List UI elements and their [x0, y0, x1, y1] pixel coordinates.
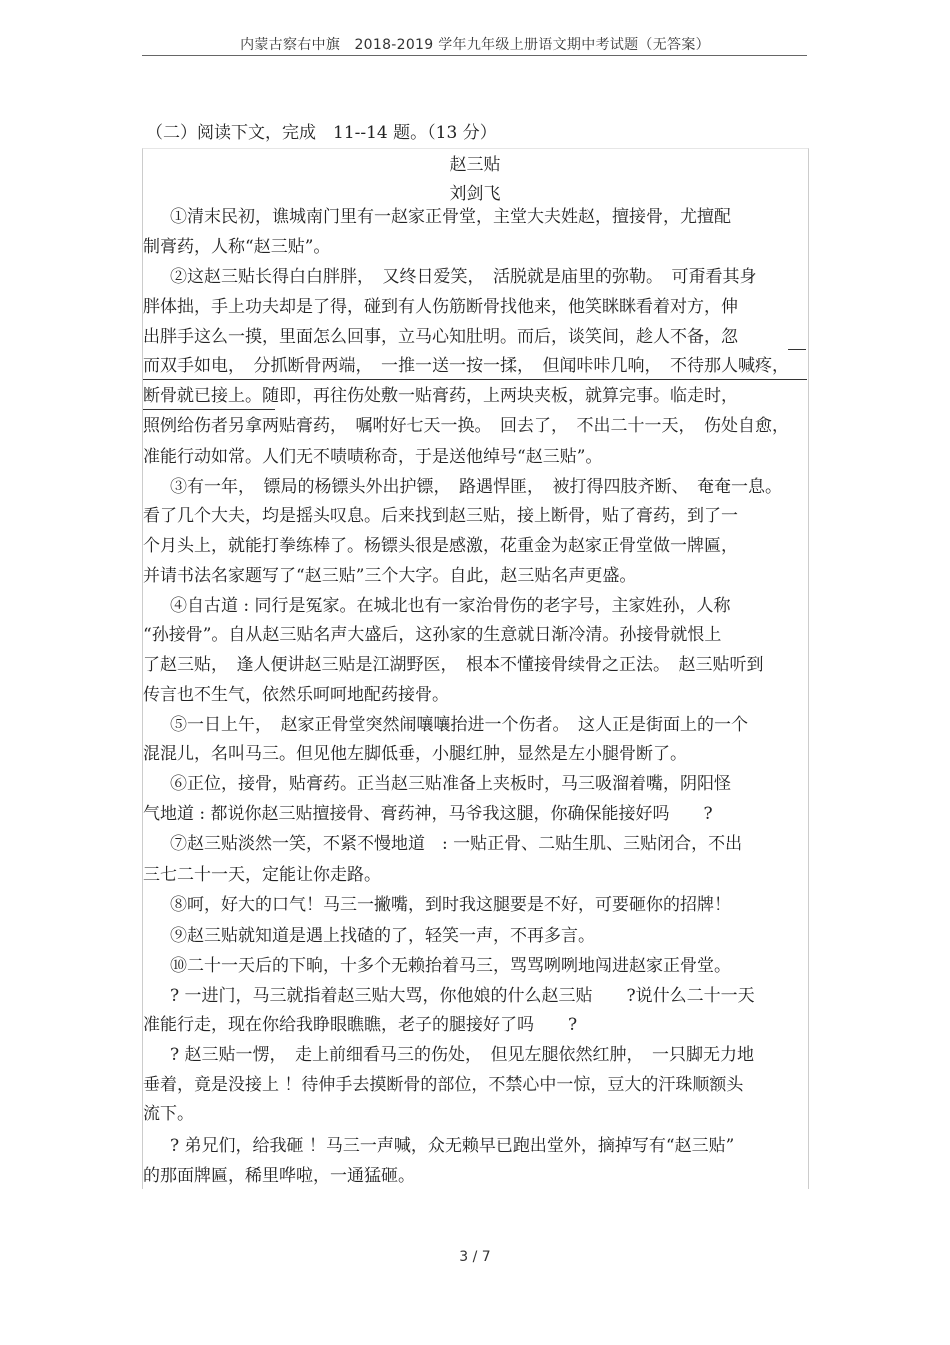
passage-line: ②这赵三贴长得白白胖胖， 又终日爱笑， 活脱就是庙里的弥勒。 可甭看其身	[170, 267, 757, 287]
passage-line: 而双手如电， 分抓断骨两端， 一推一送一按一揉， 但闻咔咔几响， 不待那人喊疼，	[143, 356, 789, 376]
passage-line: ④自古道 : 同行是冤家。在城北也有一家治骨伤的老字号，主家姓孙，人称	[170, 596, 731, 616]
passage-line: 胖体拙，手上功夫却是了得，碰到有人伤筋断骨找他来，他笑眯眯看着对方，伸	[143, 297, 738, 317]
passage-line: “孙接骨”。自从赵三贴名声大盛后，这孙家的生意就日渐冷清。孙接骨就恨上	[143, 625, 722, 645]
passage-line: ⑧呵，好大的口气！马三一撇嘴，到时我这腿要是不好，可要砸你的招牌！	[170, 895, 731, 915]
passage-line: 流下。	[143, 1104, 194, 1124]
passage-line: ⑥正位，接骨，贴膏药。正当赵三贴准备上夹板时，马三吸溜着嘴，阴阳怪	[170, 774, 731, 794]
underline-mark	[143, 379, 807, 380]
passage-line: ①清末民初，谯城南门里有一赵家正骨堂，主堂大夫姓赵，擅接骨，尤擅配	[170, 207, 731, 227]
passage-line: 传言也不生气，依然乐呵呵地配药接骨。	[143, 685, 449, 705]
passage-line: ⑤一日上午， 赵家正骨堂突然闹嚷嚷抬进一个伤者。 这人正是街面上的一个	[170, 715, 748, 735]
passage-line: 气地道 : 都说你赵三贴擅接骨、膏药神，马爷我这腿，你确保能接好吗 ?	[143, 804, 713, 824]
passage-line: ? 弟兄们，给我砸 ！马三一声喊，众无赖早已跑出堂外，摘掉写有“赵三贴”	[170, 1136, 735, 1156]
passage-line: ? 一进门，马三就指着赵三贴大骂，你他娘的什么赵三贴 ?说什么二十一天	[170, 986, 755, 1006]
passage-line: 三七二十一天，定能让你走路。	[143, 865, 381, 885]
passage-line: 断骨就已接上。随即，再往伤处敷一贴膏药，上两块夹板，就算完事。临走时，	[143, 386, 738, 406]
story-author: 刘剑飞	[449, 184, 501, 204]
section-title: （二）阅读下文，完成 11--14 题。（13 分）	[146, 123, 497, 143]
underline-mark	[788, 349, 806, 350]
passage-line: 了赵三贴， 逢人便讲赵三贴是江湖野医， 根本不懂接骨续骨之正法。 赵三贴听到	[143, 655, 764, 675]
underline-mark	[143, 409, 275, 410]
passage-line: ③有一年， 镖局的杨镖头外出护镖， 路遇悍匪， 被打得四肢齐断、 奄奄一息。	[170, 477, 782, 497]
passage-line: 准能行走，现在你给我睁眼瞧瞧，老子的腿接好了吗 ?	[143, 1015, 578, 1035]
passage-line: 混混儿，名叫马三。但见他左脚低垂，小腿红肿，显然是左小腿骨断了。	[143, 744, 687, 764]
passage-line: ⑦赵三贴淡然一笑，不紧不慢地道 : 一贴正骨、二贴生肌、三贴闭合，不出	[170, 834, 743, 854]
passage-line: 垂着，竟是没接上 ！待伸手去摸断骨的部位，不禁心中一惊，豆大的汗珠顺额头	[143, 1075, 744, 1095]
header-rule	[142, 55, 807, 56]
passage-line: 并请书法名家题写了“赵三贴”三个大字。自此，赵三贴名声更盛。	[143, 566, 637, 586]
page-header: 内蒙古察右中旗 2018-2019 学年九年级上册语文期中考试题（无答案）	[240, 37, 710, 53]
passage-line: 看了几个大夫，均是摇头叹息。后来找到赵三贴，接上断骨，贴了膏药，到了一	[143, 506, 738, 526]
story-title: 赵三贴	[449, 155, 501, 175]
passage-line: 照例给伤者另拿两贴膏药， 嘱咐好七天一换。 回去了， 不出二十一天， 伤处自愈，	[143, 416, 789, 436]
passage-line: 制膏药，人称“赵三贴”。	[143, 237, 331, 257]
passage-line: ? 赵三贴一愣， 走上前细看马三的伤处， 但见左腿依然红肿， 一只脚无力地	[170, 1045, 755, 1065]
passage-line: 的那面牌匾，稀里哗啦，一通猛砸。	[143, 1166, 415, 1186]
passage-line: ⑨赵三贴就知道是遇上找碴的了，轻笑一声，不再多言。	[170, 926, 595, 946]
passage-line: ⑩二十一天后的下晌，十多个无赖抬着马三，骂骂咧咧地闯进赵家正骨堂。	[170, 956, 731, 976]
passage-line: 出胖手这么一摸，里面怎么回事，立马心知肚明。而后，谈笑间，趁人不备，忽	[143, 327, 738, 347]
page-number: 3 / 7	[459, 1249, 491, 1265]
passage-line: 个月头上，就能打拳练棒了。杨镖头很是感激，花重金为赵家正骨堂做一牌匾，	[143, 536, 738, 556]
passage-line: 准能行动如常。人们无不啧啧称奇，于是送他绰号“赵三贴”。	[143, 447, 603, 467]
